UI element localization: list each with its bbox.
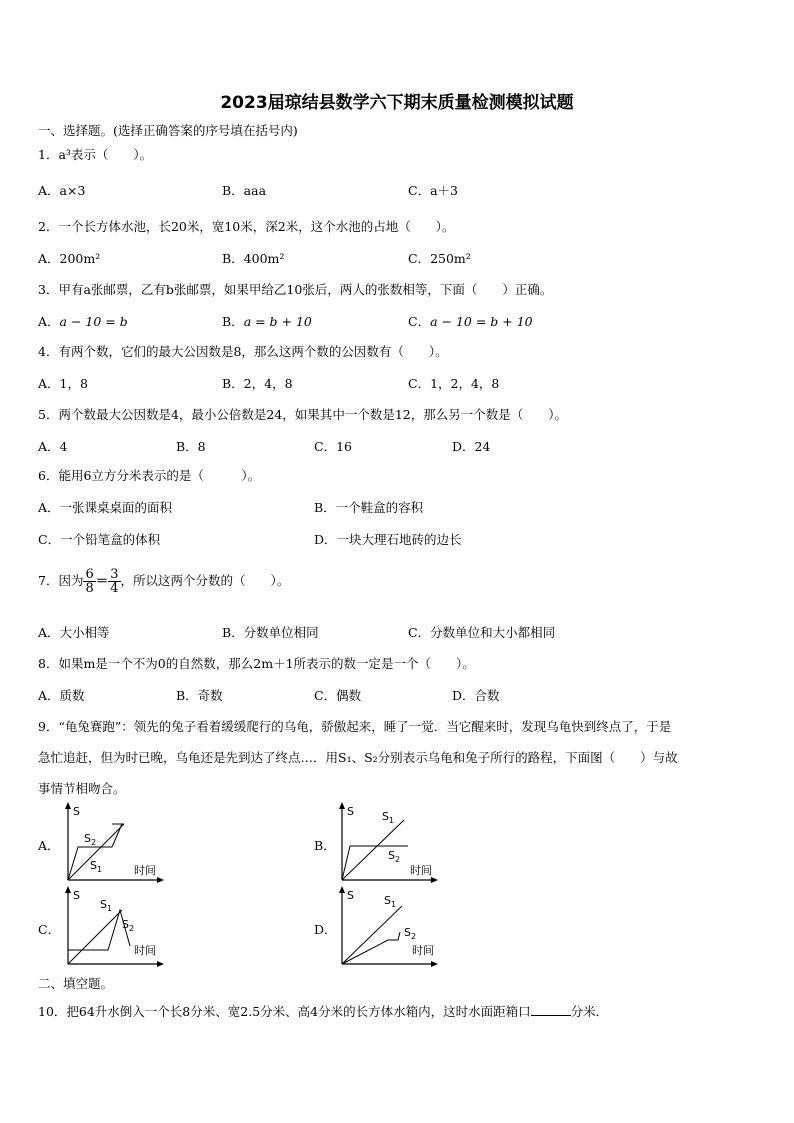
q3-option-a-expr: a − 10 = b — [59, 314, 128, 329]
q4-option-c[interactable]: C．1，2，4，8 — [408, 376, 500, 391]
q7-option-b[interactable]: B．分数单位相同 — [222, 625, 319, 640]
q1-option-c[interactable]: C．a＋3 — [408, 183, 458, 198]
question-2: 2．一个长方体水池，长20米，宽10米，深2米，这个水池的占地（ ）。 — [38, 219, 455, 234]
graph-b-s1-label — [382, 810, 394, 825]
q3-option-b[interactable] — [222, 314, 312, 330]
graph-b-y-arrow — [339, 802, 345, 809]
graph-b-x-arrow — [431, 877, 438, 883]
graph-a-y-arrow — [65, 802, 71, 809]
q3-option-a-label: A． — [38, 314, 60, 329]
q1-option-b[interactable]: B．aaa — [222, 183, 267, 198]
q8-option-c[interactable]: C．偶数 — [314, 688, 362, 703]
graph-d — [334, 886, 444, 968]
graph-d-s2-letter: S — [404, 926, 411, 939]
q3-option-c-label: C． — [408, 314, 431, 329]
graph-c-s1-sub: 1 — [106, 904, 113, 913]
graph-d-s1-sub: 1 — [390, 900, 397, 909]
q7-post-text: ，所以这两个分数的（ ）。 — [120, 573, 290, 588]
graph-d-s1-label — [384, 894, 396, 909]
q10-pre-text: 10．把64升水倒入一个长8分米、宽2.5分米、高4分米的长方体水箱内，这时水面距箱口 — [38, 1004, 531, 1019]
q3-option-c-expr: a − 10 = b + 10 — [430, 314, 533, 329]
question-9-line-3: 事情节相吻合。 — [38, 781, 126, 796]
graph-d-s2-sub: 2 — [410, 932, 417, 941]
graph-b-s2-label — [388, 849, 400, 864]
q9-option-c[interactable]: C． — [38, 922, 61, 937]
q5-option-d[interactable]: D．24 — [452, 439, 491, 454]
graph-c-x-arrow — [157, 961, 164, 967]
question-4: 4．有两个数，它们的最大公因数是8，那么这两个数的公因数有（ ）。 — [38, 344, 448, 359]
q7-pre-text: 7．因为 — [38, 573, 84, 588]
graph-c-s2-letter: S — [122, 918, 129, 931]
fraction-1-numerator: 6 — [85, 567, 94, 582]
graph-d-line-s2 — [342, 932, 400, 964]
graph-b-y-label: S — [347, 805, 354, 818]
q9-option-d[interactable]: D． — [314, 922, 337, 937]
question-8: 8．如果m是一个不为0的自然数，那么2m＋1所表示的数一定是一个（ ）。 — [38, 656, 475, 671]
graph-c-s2-sub: 2 — [128, 924, 135, 933]
q9-option-a[interactable]: A． — [38, 838, 60, 853]
graph-a-x-label: 时间 — [134, 864, 156, 877]
graph-c-s2-label — [122, 918, 134, 933]
section-heading-fill: 二、填空题。 — [38, 976, 114, 991]
graph-c-y-arrow — [65, 886, 71, 893]
q10-answer-blank[interactable] — [531, 1003, 571, 1016]
graph-a-y-label: S — [73, 805, 80, 818]
question-10 — [38, 1003, 608, 1020]
page-title: 2023届琼结县数学六下期末质量检测模拟试题 — [220, 93, 574, 113]
graph-a-s1-label — [90, 859, 102, 874]
q4-option-b[interactable]: B．2，4，8 — [222, 376, 293, 391]
fraction-2-denominator: 4 — [110, 581, 119, 596]
q6-option-c[interactable]: C．一个铅笔盒的体积 — [38, 532, 161, 547]
graph-c-line-s2 — [68, 910, 130, 964]
q8-option-b[interactable]: B．奇数 — [176, 688, 223, 703]
graph-c — [60, 886, 170, 968]
graph-b-s1-letter: S — [382, 810, 389, 823]
graph-c-line-s1 — [68, 910, 122, 964]
question-6: 6．能用6立方分米表示的是（ ）。 — [38, 468, 261, 483]
question-7 — [38, 568, 289, 595]
graph-b-s2-letter: S — [388, 849, 395, 862]
fraction-1-denominator: 8 — [85, 581, 94, 596]
q6-option-b[interactable]: B．一个鞋盒的容积 — [314, 500, 424, 515]
graph-a-s2-sub: 2 — [90, 838, 97, 847]
question-1: 1．a³表示（ ）。 — [38, 147, 153, 162]
equals-sign: ＝ — [95, 573, 109, 588]
graph-a-s1-letter: S — [90, 859, 97, 872]
fraction-three-quarters — [108, 568, 120, 595]
question-3: 3．甲有a张邮票，乙有b张邮票，如果甲给乙10张后，两人的张数相等，下面（ ）正确。 — [38, 282, 553, 297]
fraction-2-numerator: 3 — [110, 567, 119, 582]
graph-d-s1-letter: S — [384, 894, 391, 907]
graph-b-s1-sub: 1 — [388, 816, 395, 825]
q10-post-text: 分米． — [570, 1004, 609, 1019]
q3-option-a[interactable] — [38, 314, 128, 330]
q9-option-b[interactable]: B． — [314, 838, 336, 853]
q8-option-d[interactable]: D．合数 — [452, 688, 500, 703]
graph-b-s2-sub: 2 — [394, 855, 401, 864]
q2-option-b[interactable]: B．400m² — [222, 251, 285, 266]
graph-a — [60, 802, 170, 884]
graph-d-y-label: S — [347, 889, 354, 902]
question-5: 5．两个数最大公因数是4，最小公倍数是24，如果其中一个数是12，那么另一个数是（ ）。 — [38, 407, 567, 422]
graph-b-x-label: 时间 — [410, 864, 432, 877]
graph-a-s2-label — [84, 832, 96, 847]
graph-d-s2-label — [404, 926, 416, 941]
q3-option-b-label: B． — [222, 314, 244, 329]
q5-option-a[interactable]: A．4 — [38, 439, 68, 454]
q1-option-a[interactable]: A．a×3 — [38, 183, 86, 198]
graph-a-x-arrow — [157, 877, 164, 883]
q8-option-a[interactable]: A．质数 — [38, 688, 85, 703]
graph-a-s2-letter: S — [84, 832, 91, 845]
q5-option-c[interactable]: C．16 — [314, 439, 352, 454]
graph-c-x-label: 时间 — [134, 944, 156, 957]
q3-option-b-expr: a = b + 10 — [243, 314, 312, 329]
graph-d-y-arrow — [339, 886, 345, 893]
q6-option-d[interactable]: D．一块大理石地砖的边长 — [314, 532, 462, 547]
q7-option-c[interactable]: C．分数单位和大小都相同 — [408, 625, 556, 640]
section-heading-choice: 一、选择题。(选择正确答案的序号填在括号内) — [38, 123, 298, 138]
q7-option-a[interactable]: A．大小相等 — [38, 625, 110, 640]
graph-c-s1-label — [100, 898, 112, 913]
graph-d-x-label: 时间 — [412, 944, 434, 957]
graph-c-s1-letter: S — [100, 898, 107, 911]
graph-a-s1-sub: 1 — [96, 865, 103, 874]
question-9-line-1: 9．“龟兔赛跑”：领先的兔子看着缓缓爬行的乌龟，骄傲起来，睡了一觉．当它醒来时，发现乌龟快到终点了，于是 — [38, 719, 672, 734]
question-9-line-2: 急忙追赶，但为时已晚，乌龟还是先到达了终点…．用S₁、S₂分别表示乌龟和兔子所行的路程，下面图（ ）与故 — [38, 750, 678, 765]
q2-option-a[interactable]: A．200m² — [38, 251, 101, 266]
graph-c-y-label: S — [73, 889, 80, 902]
q6-option-a[interactable]: A．一张课桌桌面的面积 — [38, 500, 173, 515]
q3-option-c[interactable] — [408, 314, 533, 330]
q2-option-c[interactable]: C．250m² — [408, 251, 471, 266]
graph-b — [334, 802, 444, 884]
graph-d-x-arrow — [431, 961, 438, 967]
q4-option-a[interactable]: A．1，8 — [38, 376, 88, 391]
graph-d-line-s1 — [342, 906, 402, 964]
q5-option-b[interactable]: B．8 — [176, 439, 206, 454]
fraction-six-eighths — [83, 568, 95, 595]
